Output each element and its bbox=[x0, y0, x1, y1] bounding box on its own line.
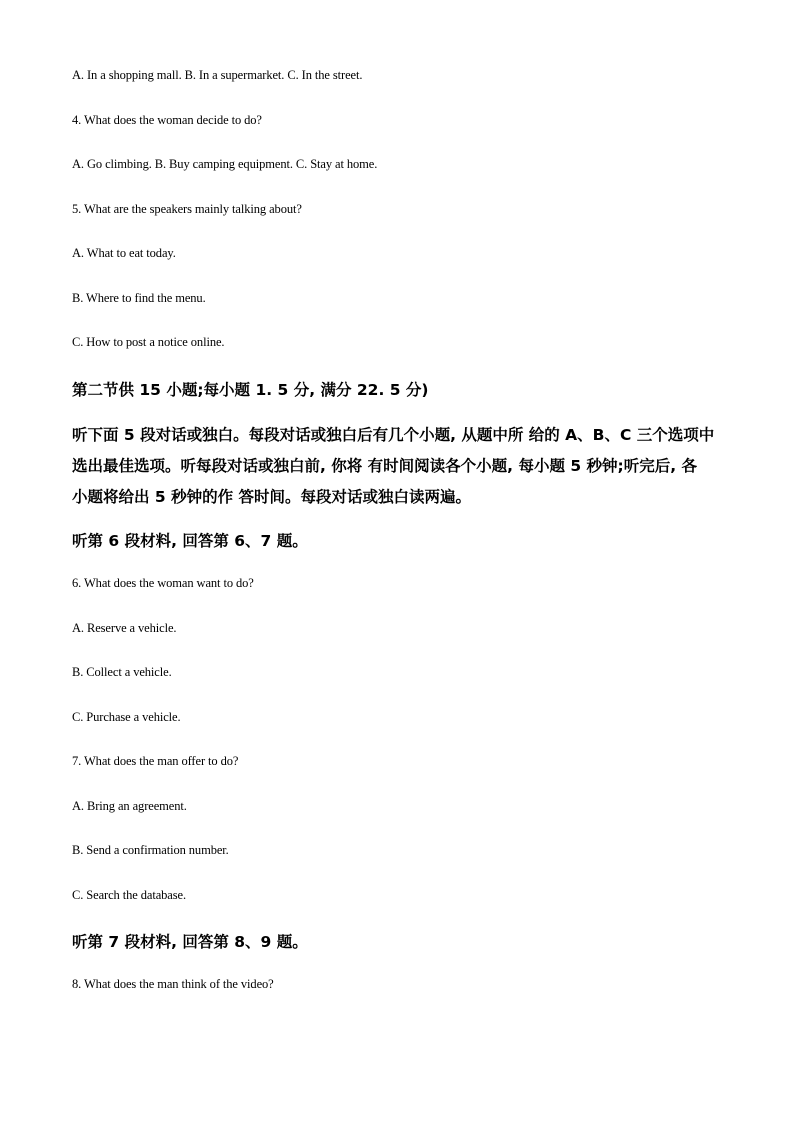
passage-7-heading: 听第 7 段材料, 回答第 8、9 题。 bbox=[72, 933, 308, 951]
q4-question: 4. What does the woman decide to do? bbox=[72, 113, 262, 127]
q5-question: 5. What are the speakers mainly talking about? bbox=[72, 202, 302, 216]
q5-option-a: A. What to eat today. bbox=[72, 246, 176, 260]
q7-question: 7. What does the man offer to do? bbox=[72, 754, 239, 768]
instructions-line-3: 小题将给出 5 秒钟的作 答时间。每段对话或独白读两遍。 bbox=[72, 488, 471, 506]
q7-option-c: C. Search the database. bbox=[72, 888, 186, 902]
q5-option-b: B. Where to find the menu. bbox=[72, 291, 206, 305]
q6-option-a: A. Reserve a vehicle. bbox=[72, 621, 177, 635]
q3-options: A. In a shopping mall. B. In a supermarket. C. In the street. bbox=[72, 68, 363, 82]
section-two-heading: 第二节供 15 小题;每小题 1. 5 分, 满分 22. 5 分) bbox=[72, 381, 429, 399]
q6-option-b: B. Collect a vehicle. bbox=[72, 665, 172, 679]
q7-option-b: B. Send a confirmation number. bbox=[72, 843, 229, 857]
instructions-line-2: 选出最佳选项。听每段对话或独白前, 你将 有时间阅读各个小题, 每小题 5 秒钟;听完后, 各 bbox=[72, 457, 698, 475]
q7-option-a: A. Bring an agreement. bbox=[72, 799, 187, 813]
q6-question: 6. What does the woman want to do? bbox=[72, 576, 254, 590]
q5-option-c: C. How to post a notice online. bbox=[72, 335, 225, 349]
instructions-line-1: 听下面 5 段对话或独白。每段对话或独白后有几个小题, 从题中所 给的 A、B、C 三个选项中 bbox=[72, 426, 715, 444]
q8-question: 8. What does the man think of the video? bbox=[72, 977, 274, 991]
q6-option-c: C. Purchase a vehicle. bbox=[72, 710, 181, 724]
q4-options: A. Go climbing. B. Buy camping equipment. C. Stay at home. bbox=[72, 157, 378, 171]
passage-6-heading: 听第 6 段材料, 回答第 6、7 题。 bbox=[72, 532, 308, 550]
